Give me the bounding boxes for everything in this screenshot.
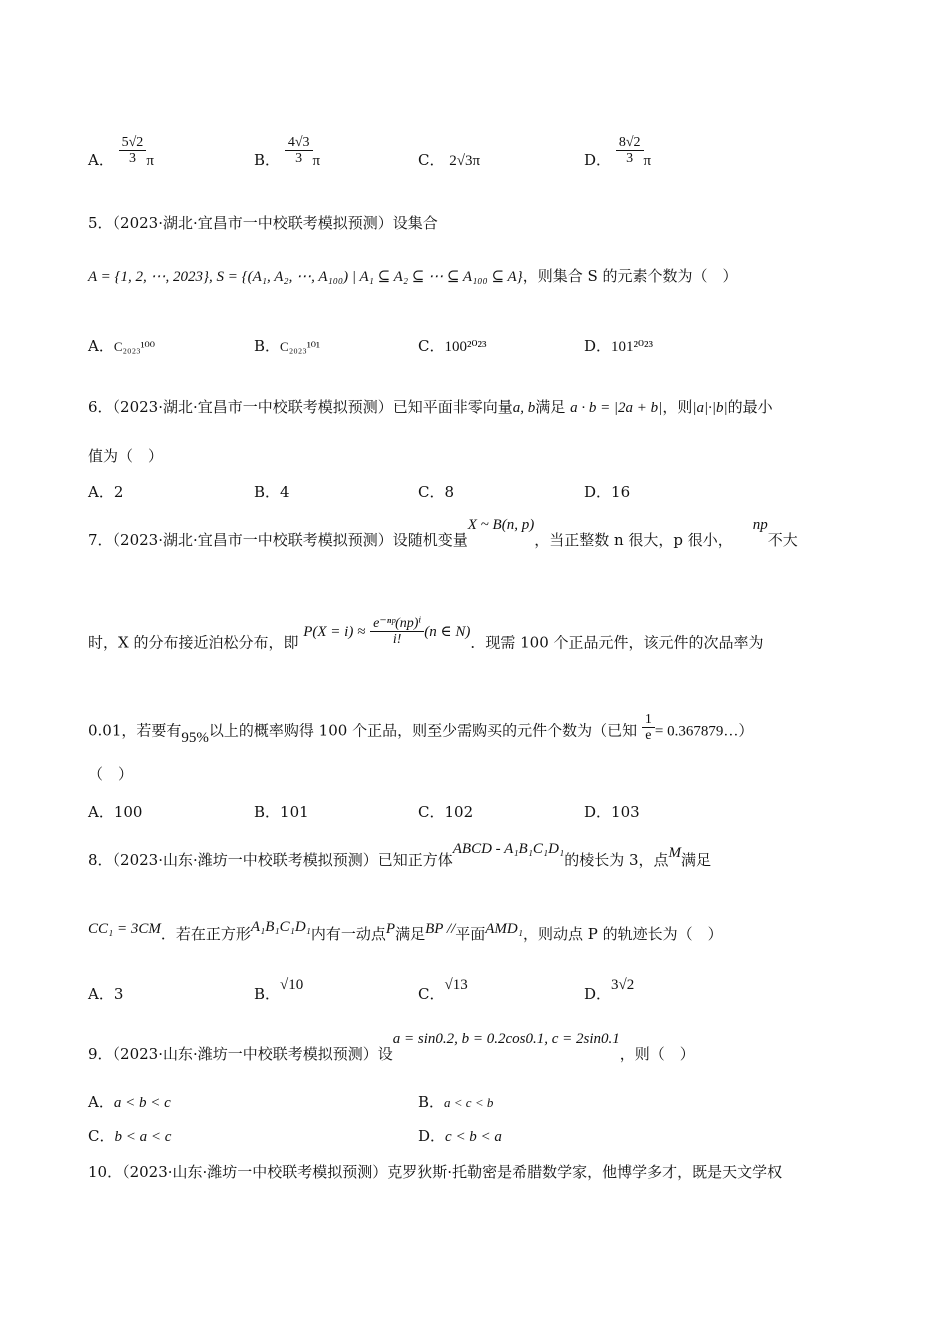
q7-option-a: A．100 [88, 803, 143, 821]
q9-option-b: B．a < c < b [418, 1093, 494, 1111]
fraction: $\frac{8√2}{3}$ [616, 135, 644, 166]
q8-stem: 8．（2023·山东·潍坊一中校联考模拟预测）已知正方体ABCD - A₁B₁C₁D₁的棱长为 3，点M满足 [88, 841, 712, 869]
q9-stem: 9．（2023·山东·潍坊一中校联考模拟预测）设a = sin0.2, b = 0.2cos0.1, c = 2sin0.1，则（ ） [88, 1031, 695, 1063]
q7-stem: 7．（2023·湖北·宜昌市一中校联考模拟预测）设随机变量X ~ B(n, p)，当正整数 n 很大，p 很小，np不大 [88, 517, 798, 549]
q5-option-c: C．100²⁰²³ [418, 337, 487, 355]
q7-paren: （ ） [88, 765, 134, 783]
q6-option-c: C．8 [418, 483, 455, 501]
q7-option-b: B．101 [254, 803, 309, 821]
q4-option-c: C． 2√3π [418, 151, 481, 169]
q7-option-c: C．102 [418, 803, 474, 821]
q8-option-c: C．√13 [418, 977, 468, 1003]
q4-option-a: A． $\frac{5√2}{3}$ π [88, 134, 154, 169]
q10-stem: 10．（2023·山东·潍坊一中校联考模拟预测）克罗狄斯·托勒密是希腊数学家，他博学多才，既是天文学权 [88, 1163, 783, 1181]
q6-option-b: B．4 [254, 483, 290, 501]
q8-option-a: A．3 [88, 985, 124, 1003]
q8-option-d: D．3√2 [584, 977, 635, 1003]
q9-option-c: C．b < a < c [88, 1127, 172, 1145]
q6-option-d: D．16 [584, 483, 631, 501]
q4-option-b: B． $\frac{4√3}{3}$ π [254, 134, 321, 169]
q8-stem-line2: CC₁ = 3CM．若在正方形A₁B₁C₁D₁内有一动点P满足BP //平面AMD₁，则动点 P 的轨迹长为（ ） [88, 919, 723, 943]
q5-formula-line: A = {1, 2, ⋯, 2023}, S = {(A₁, A₂, ⋯, A₁₀₀) | A₁ ⊆ A₂ ⊆ ⋯ ⊆ A₁₀₀ ⊆ A}，则集合 S 的元素个数为（ ） [88, 267, 738, 285]
q7-option-d: D．103 [584, 803, 640, 821]
q7-stem-line2: 时，X 的分布接近泊松分布，即 P(X = i) ≈ $\frac{\text{e⁻ⁿᵖ(np)ⁱ}}{i!}$ (n ∈ N)．现需 100 个正品元件，该元件的次品率为 [88, 616, 764, 652]
q5-option-b: B．C₂₀₂₃¹⁰¹ [254, 337, 320, 355]
q7-stem-line3: 0.01，若要有95%以上的概率购得 100 个正品，则至少需购买的元件个数为（已知 $\frac{1}{e}$ = 0.367879…） [88, 712, 754, 746]
q5-option-d: D．101²⁰²³ [584, 337, 654, 355]
q8-option-b: B．√10 [254, 977, 304, 1003]
fraction: $\frac{5√2}{3}$ [119, 135, 147, 166]
poisson-fraction: $\frac{\text{e⁻ⁿᵖ(np)ⁱ}}{i!}$ [370, 616, 424, 647]
q6-option-a: A．2 [88, 483, 124, 501]
fraction: $\frac{4√3}{3}$ [285, 135, 313, 166]
q6-stem-line2: 值为（ ） [88, 447, 164, 465]
hint-fraction: $\frac{1}{e}$ [642, 712, 655, 743]
q9-option-a: A．a < b < c [88, 1093, 171, 1111]
q9-option-d: D．c < b < a [418, 1127, 502, 1145]
q6-stem: 6．（2023·湖北·宜昌市一中校联考模拟预测）已知平面非零向量a, b满足 a · b = |2a + b|，则|a|·|b|的最小 [88, 398, 773, 416]
q4-option-d: D． $\frac{8√2}{3}$ π [584, 134, 652, 169]
q5-option-a: A．C₂₀₂₃¹⁰⁰ [88, 337, 155, 355]
q5-stem: 5．（2023·湖北·宜昌市一中校联考模拟预测）设集合 [88, 214, 438, 232]
